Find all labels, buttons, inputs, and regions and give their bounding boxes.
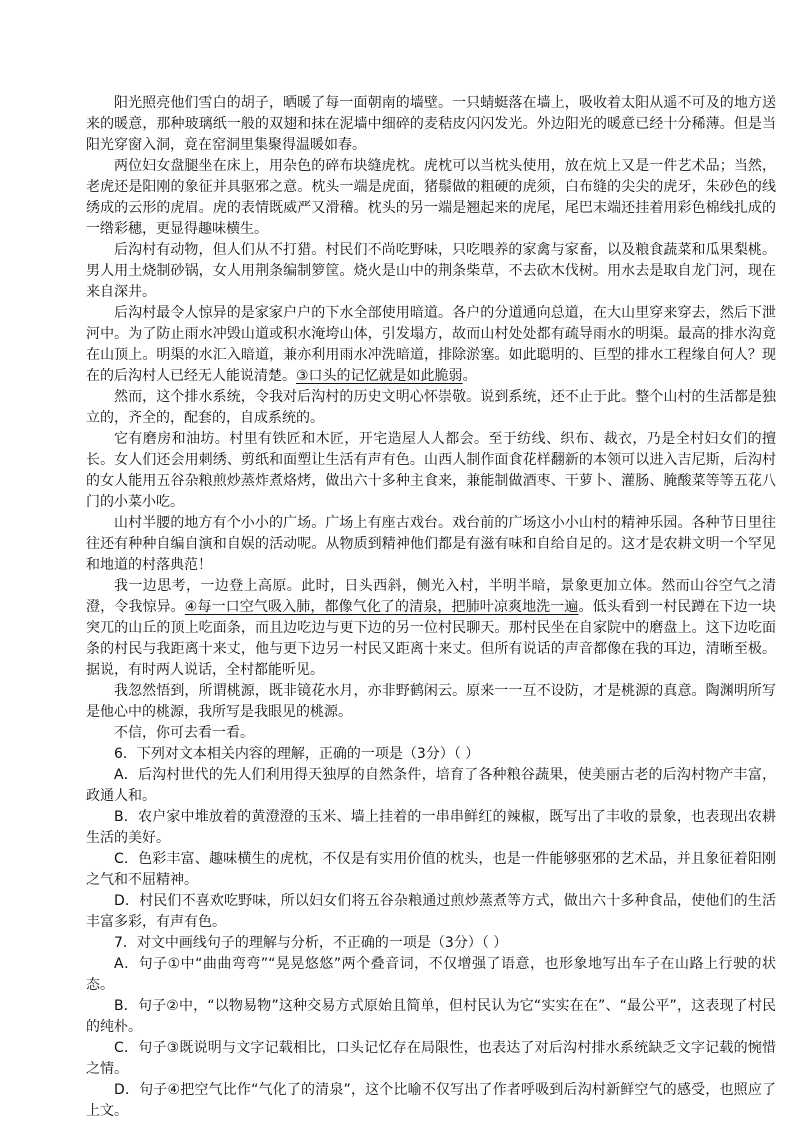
passage-paragraph <box>86 513 776 576</box>
passage-paragraph <box>86 303 776 387</box>
passage-paragraph <box>86 723 776 744</box>
question-section <box>86 744 776 1122</box>
passage-text: 两位妇女盘腿坐在床上，用杂色的碎布块缝虎枕。虎枕可以当枕头使用，放在炕上又是一件艺术品；当然，老虎还是阳刚的象征并具驱邪之意。枕头一端是虎面，猪鬃做的粗硬的虎须，白布缝的尖尖的虎牙，朱砂色的线绣成的云形的虎眉。虎的表情既威严又滑稽。枕头的另一端是翘起来的虎尾，尾巴末端还挂着用彩色棉线扎成的一绺彩穗，更显得趣味横生。 <box>86 158 776 237</box>
passage-text: 阳光照亮他们雪白的胡子，晒暖了每一面朝南的墙壁。一只蜻蜓落在墙上，吸收着太阳从遥不可及的地方送来的暖意，那种玻璃纸一般的双翅和抹在泥墙中细碎的麦秸皮闪闪发光。外边阳光的暖意已经十分稀薄。但是当阳光穿窗入洞，竟在窑洞里集聚得温暖如春。 <box>86 95 776 153</box>
passage-text: 我一边思考，一边登上高原。此时，日头西斜，侧光入村，半明半暗，景象更加立体。然而山谷空气之清澄，令我惊异。 <box>86 578 776 615</box>
passage-text: 。 <box>462 368 477 384</box>
question-option: D．村民们不喜欢吃野味，所以妇女们将五谷杂粮通过煎炒蒸煮等方式，做出六十多种食品，使他们的生活丰富多彩，有声有色。 <box>86 893 776 930</box>
question-option: A．后沟村世代的先人们利用得天独厚的自然条件，培育了各种粮谷蔬果，使美丽古老的后沟村物产丰富，政通人和。 <box>86 767 776 804</box>
question-option: C．句子③既说明与文字记载相比，口头记忆存在局限性，也表达了对后沟村排水系统缺乏文字记载的惋惜之情。 <box>86 1040 776 1077</box>
reading-passage <box>86 93 776 744</box>
passage-paragraph <box>86 576 776 681</box>
passage-paragraph <box>86 156 776 240</box>
passage-paragraph <box>86 429 776 513</box>
passage-text: 后沟村有动物，但人们从不打猎。村民们不尚吃野味，只吃喂养的家禽与家畜，以及粮食蔬菜和瓜果梨桃。男人用土烧制砂锅，女人用荆条编制箩筐。烧火是山中的荆条柴草，不去砍木伐树。用水去是取自龙门河，现在来自深井。 <box>86 242 776 300</box>
passage-paragraph <box>86 93 776 156</box>
passage-text: 我忽然悟到，所谓桃源，既非镜花水月，亦非野鹤闲云。原来一一互不设防，才是桃源的真意。陶渊明所写是他心中的桃源，我所写是我眼见的桃源。 <box>86 683 776 720</box>
question-stem: 7．对文中画线句子的理解与分析，不正确的一项是（3分）（ ） <box>114 935 508 951</box>
passage-paragraph <box>86 387 776 429</box>
underlined-sentence: ④每一口空气吸入肺，都像气化了的清泉，把肺叶凉爽地洗一遍 <box>184 599 579 615</box>
question-stem: 6．下列对文本相关内容的理解，正确的一项是（3分）（ ） <box>114 746 480 762</box>
underlined-sentence: ③口头的记忆就是如此脆弱 <box>296 368 463 384</box>
passage-text: 后沟村最令人惊异的是家家户户的下水全部使用暗道。各户的分道通向总道，在大山里穿来穿去，然后下泄河中。为了防止雨水冲毁山道或积水淹垮山体，引发塌方，故而山村处处都有疏导雨水的明渠。最高的排水沟竟在山顶上。明渠的水汇入暗道，兼亦利用雨水冲洗暗道，排除淤塞。如此聪明的、巨型的排水工程缘自何人？现在的后沟村人已经无人能说清楚。 <box>86 305 776 384</box>
question-option: B．农户家中堆放着的黄澄澄的玉米、墙上挂着的一串串鲜红的辣椒，既写出了丰收的景象，也表现出农耕生活的美好。 <box>86 809 776 846</box>
passage-text: 山村半腰的地方有个小小的广场。广场上有座古戏台。戏台前的广场这小小山村的精神乐园。各种节日里往往还有种种自编自演和自娱的活动呢。从物质到精神他们都是有滋有味和自给自足的。这才是农耕文明一个罕见和地道的村落典范！ <box>86 515 776 573</box>
passage-paragraph <box>86 240 776 303</box>
question-option: A．句子①中“曲曲弯弯”“晃晃悠悠”两个叠音词，不仅增强了语意，也形象地写出车子在山路上行驶的状态。 <box>86 956 776 993</box>
question-option: D．句子④把空气比作“气化了的清泉”，这个比喻不仅写出了作者呼吸到后沟村新鲜空气的感受，也照应了上文。 <box>86 1082 776 1119</box>
passage-paragraph <box>86 681 776 723</box>
passage-text: 。低头看到一村民蹲在下边一块突兀的山丘的顶上吃面条，而且边吃边与更下边的另一位村民聊天。那村民坐在自家院中的磨盘上。这下边吃面条的村民与我距离十来丈，他与更下边另一村民又距离十来丈。但所有说话的声音都像在我的耳边，清晰至极。据说，有时两人说话，全村都能听见。 <box>86 599 777 678</box>
question-option: C．色彩丰富、趣味横生的虎枕，不仅是有实用价值的枕头，也是一件能够驱邪的艺术品，并且象征着阳刚之气和不屈精神。 <box>86 851 776 888</box>
passage-text: 不信，你可去看一看。 <box>114 725 254 741</box>
passage-text: 它有磨房和油坊。村里有铁匠和木匠，开宅造屋人人都会。至于纺线、织布、裁衣，乃是全村妇女们的擅长。女人们还会用刺绣、剪纸和面塑让生活有声有色。山西人制作面食花样翻新的本领可以进入吉尼斯，后沟村的女人能用五谷杂粮煎炒蒸炸煮烙烤，做出六十多种主食来，兼能制做酒枣、干萝卜、灌肠、腌酸菜等等五花八门的小菜小吃。 <box>86 431 776 510</box>
passage-text: 然而，这个排水系统，令我对后沟村的历史文明心怀崇敬。说到系统，还不止于此。整个山村的生活都是独立的，齐全的，配套的，自成系统的。 <box>86 389 776 426</box>
question-option: B．句子②中，“以物易物”这种交易方式原始且简单，但村民认为它“实实在在”、“最公平”，这表现了村民的纯朴。 <box>86 998 776 1035</box>
